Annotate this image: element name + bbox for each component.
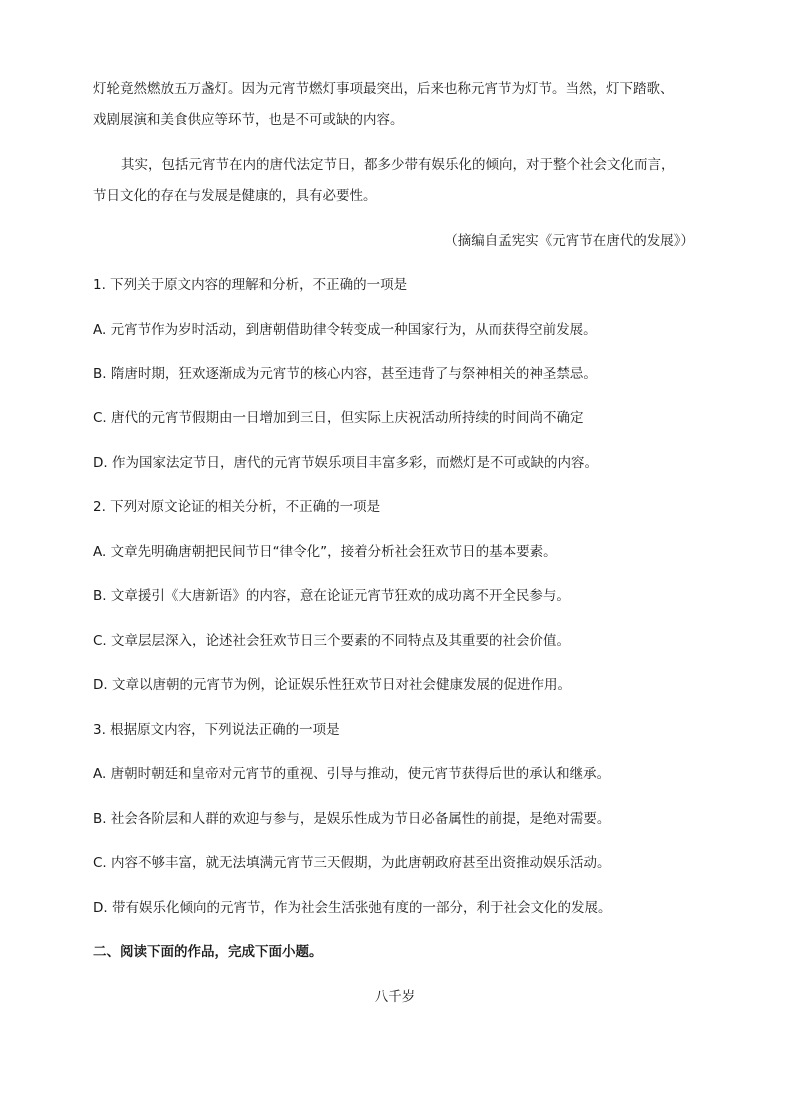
question-1-option-c: C. 唐代的元宵节假期由一日增加到三日，但实际上庆祝活动所持续的时间尚不确定	[93, 410, 584, 426]
passage-line-3: 其实，包括元宵节在内的唐代法定节日，都多少带有娱乐化的倾向，对于整个社会文化而言，	[121, 157, 675, 173]
question-3-stem: 3. 根据原文内容，下列说法正确的一项是	[93, 722, 340, 738]
story-title: 八千岁	[374, 989, 416, 1005]
question-2-option-a: A. 文章先明确唐朝把民间节日“律令化”，接着分析社会狂欢节日的基本要素。	[93, 544, 557, 560]
question-2-option-b: B. 文章援引《大唐新语》的内容，意在论证元宵节狂欢的成功离不开全民参与。	[93, 588, 570, 604]
passage-line-1: 灯轮竟然燃放五万盏灯。因为元宵节燃灯事项最突出，后来也称元宵节为灯节。当然，灯下踏歌、	[93, 81, 674, 97]
question-3-option-a: A. 唐朝时朝廷和皇帝对元宵节的重视、引导与推动，使元宵节获得后世的承认和继承。	[93, 766, 611, 782]
question-1-option-d: D. 作为国家法定节日，唐代的元宵节娱乐项目丰富多彩，而燃灯是不可或缺的内容。	[93, 455, 598, 471]
question-2-option-d: D. 文章以唐朝的元宵节为例，论证娱乐性狂欢节日对社会健康发展的促进作用。	[93, 677, 571, 693]
question-3-option-b: B. 社会各阶层和人群的欢迎与参与，是娱乐性成为节日必备属性的前提，是绝对需要。	[93, 811, 611, 827]
question-2-stem: 2. 下列对原文论证的相关分析，不正确的一项是	[93, 499, 381, 515]
question-1-option-a: A. 元宵节作为岁时活动，到唐朝借助律令转变成一种国家行为，从而获得空前发展。	[93, 322, 597, 338]
question-3-option-d: D. 带有娱乐化倾向的元宵节，作为社会生活张弛有度的一部分，利于社会文化的发展。	[93, 900, 612, 916]
question-1-option-b: B. 隋唐时期，狂欢逐渐成为元宵节的核心内容，甚至违背了与祭神相关的神圣禁忌。	[93, 366, 597, 382]
passage-line-2: 戏剧展演和美食供应等环节，也是不可或缺的内容。	[93, 112, 404, 128]
passage-line-4: 节日文化的存在与发展是健康的，具有必要性。	[93, 188, 377, 204]
section-2-heading: 二、阅读下面的作品，完成下面小题。	[93, 944, 323, 960]
question-3-option-c: C. 内容不够丰富，就无法填满元宵节三天假期，为此唐朝政府甚至出资推动娱乐活动。	[93, 855, 611, 871]
passage-source: （摘编自孟宪实《元宵节在唐代的发展》）	[444, 233, 694, 249]
question-2-option-c: C. 文章层层深入，论述社会狂欢节日三个要素的不同特点及其重要的社会价值。	[93, 633, 571, 649]
question-1-stem: 1. 下列关于原文内容的理解和分析，不正确的一项是	[93, 277, 408, 293]
